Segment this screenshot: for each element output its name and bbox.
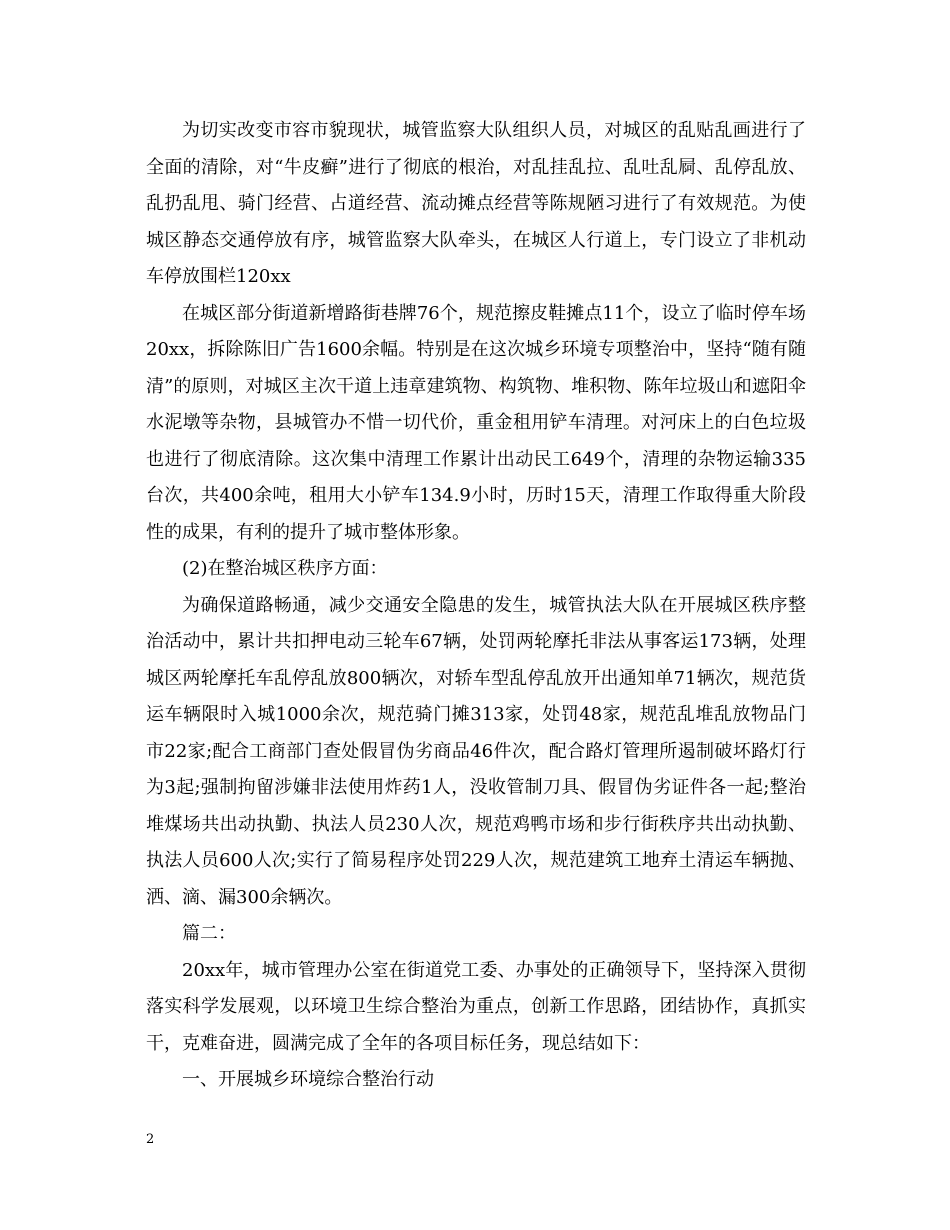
paragraph-annual-summary: 20xx年，城市管理办公室在街道党工委、办事处的正确领导下，坚持深入贯彻落实科学发展观，以环境卫生综合整治为重点，创新工作思路，团结协作，真抓实干，克难奋进，圆满完成了全年的各项目标任务，现总结如下： [146,959,806,1054]
paragraph-part-two-heading: 篇二： [182,923,236,944]
page-number: 2 [146,1132,155,1147]
paragraph-street-signs: 在城区部分街道新增路街巷牌76个，规范擦皮鞋摊点11个，设立了临时停车场20xx，拆除陈旧广告1600余幅。特别是在这次城乡环境专项整治中，坚持“随有随清”的原则，对城区主次干道上违章建筑物、构筑物、堆积物、陈年垃圾山和遮阳伞水泥墩等杂物，县城管办不惜一切代价，重金租用铲车清理。对河床上的白色垃圾也进行了彻底清除。这次集中清理工作累计出动民工649个，清理的杂物运输335台次，共400余吨，租用大小铲车134.9小时，历时15天，清理工作取得重大阶段性的成果，有利的提升了城市整体形象。 [146,302,806,543]
section-heading-environment: 一、开展城乡环境综合整治行动 [182,1069,434,1090]
paragraph-city-appearance: 为切实改变市容市貌现状，城管监察大队组织人员，对城区的乱贴乱画进行了全面的清除，对“牛皮癣”进行了彻底的根治，对乱挂乱拉、乱吐乱屙、乱停乱放、乱扔乱甩、骑门经营、占道经营、流动摊点经营等陈规陋习进行了有效规范。为使城区静态交通停放有序，城管监察大队牵头，在城区人行道上，专门设立了非机动车停放围栏120xx [146,120,806,287]
paragraph-traffic-order: 为确保道路畅通，减少交通安全隐患的发生，城管执法大队在开展城区秩序整治活动中，累计共扣押电动三轮车67辆，处罚两轮摩托非法从事客运173辆，处理城区两轮摩托车乱停乱放800辆次，对轿车型乱停乱放开出通知单71辆次，规范货运车辆限时入城1000余次，规范骑门摊313家，处罚48家，规范乱堆乱放物品门市22家;配合工商部门查处假冒伪劣商品46件次，配合路灯管理所遏制破坏路灯行为3起;强制拘留涉嫌非法使用炸药1人，没收管制刀具、假冒伪劣证件各一起;整治堆煤场共出动执勤、执法人员230人次，规范鸡鸭市场和步行街秩序共出动执勤、执法人员600人次;实行了简易程序处罚229人次，规范建筑工地弃土清运车辆抛、洒、滴、漏300余辆次。 [146,594,806,908]
paragraph-order-heading: (2)在整治城区秩序方面： [182,558,388,579]
document-body [146,113,806,1099]
